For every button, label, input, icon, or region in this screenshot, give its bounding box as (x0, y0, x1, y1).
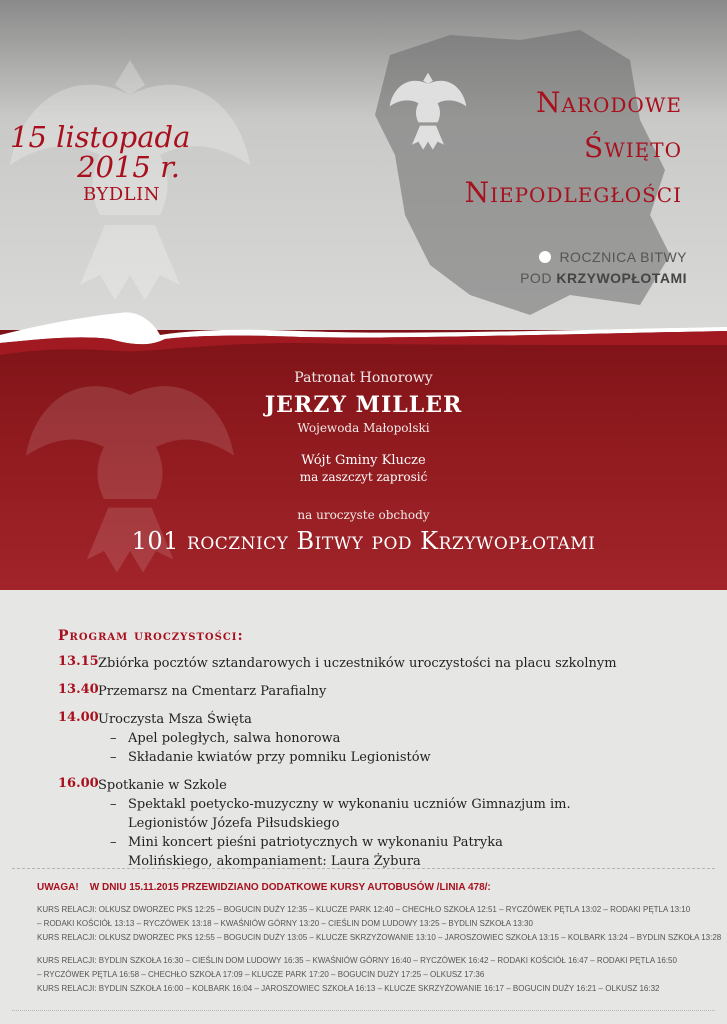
program-subitem: – Apel poległych, salwa honorowa (110, 731, 341, 746)
date-year: 2015 r. (77, 150, 180, 184)
program-time: 13.15 (58, 654, 99, 669)
header-section (0, 0, 727, 340)
bullet-dot-icon (539, 251, 551, 263)
flag-ribbon-icon (0, 295, 727, 375)
program-item (58, 710, 698, 767)
program-time: 14.00 (58, 710, 99, 725)
program-subitem: – Mini koncert pieśni patriotycznych w wykonaniu Patryka Molińskiego, akompaniament: Laura Żybura (110, 835, 503, 869)
anniversary-subtitle (520, 247, 687, 289)
program-subitem: – Spektakl poetycko-muzyczny w wykonaniu uczniów Gimnazjum im. Legionistów Józefa Piłsudskiego (110, 797, 571, 831)
program-time: 16.00 (58, 776, 99, 791)
program-item (58, 682, 698, 701)
patron-role: Wojewoda Małopolski (297, 421, 430, 435)
invitation-text (0, 370, 727, 555)
obchody-text: na uroczyste obchody (297, 508, 430, 522)
page-title (465, 80, 682, 215)
bus-line: KURS RELACJI: BYDLIN SZKOŁA 16:30 – CIEŚLIN DOM LUDOWY 16:35 – KWAŚNIÓW GÓRNY 16:40 – RYCZÓWEK 16:42 – RODAKI KOŚCIÓŁ 16:47 – RODAKI PĘTLA 16:50 (37, 956, 677, 965)
bus-line: KURS RELACJI: OLKUSZ DWORZEC PKS 12:25 – BOGUCIN DUŻY 12:35 – KLUCZE PARK 12:40 – CHECHŁO SZKOŁA 12:51 – RYCZÓWEK PĘTLA 13:02 – RODAKI PĘTLA 13:10 (37, 905, 691, 914)
patron-name: JERZY MILLER (264, 392, 463, 418)
program-text: Uroczysta Msza Święta (98, 712, 252, 727)
title-line-3: Niepodległości (464, 176, 682, 209)
bus-line: KURS RELACJI: OLKUSZ DWORZEC PKS 12:55 – BOGUCIN DUŻY 13:05 – KLUCZE SKRZYŻOWANIE 13:10 – JAROSZOWIEC SZKOŁA 13:15 – KOLBARK 13:24 – BYDLIN SZKOŁA 13:28 (37, 933, 722, 942)
program-text: Zbiórka pocztów sztandarowych i uczestników uroczystości na placu szkolnym (98, 656, 617, 671)
program-section (58, 628, 698, 880)
bus-line: – RYCZÓWEK PĘTLA 16:58 – CHECHŁO SZKOŁA 17:09 – KLUCZE PARK 17:20 – BOGUCIN DUŻY 17:25 – OLKUSZ 17:36 (37, 970, 485, 979)
bus-line: KURS RELACJI: BYDLIN SZKOŁA 16:00 – KOLBARK 16:04 – JAROSZOWIEC SZKOŁA 16:13 – KLUCZE SKRZYŻOWANIE 16:17 – BOGUCIN DUŻY 16:21 – OLKUSZ 16:32 (37, 984, 660, 993)
program-title: Program uroczystości: (58, 628, 244, 644)
host-name: Wójt Gminy Klucze (301, 453, 426, 468)
program-item (58, 776, 698, 871)
title-line-1: Narodowe (536, 86, 682, 119)
program-time: 13.40 (58, 682, 99, 697)
program-text: Przemarsz na Cmentarz Parafialny (98, 684, 327, 699)
anniversary-line-1: ROCZNICA BITWY (559, 249, 687, 265)
event-title: 101 rocznicy Bitwy pod Krzywopłotami (131, 527, 596, 555)
program-subitem: – Składanie kwiatów przy pomniku Legionistów (110, 750, 431, 765)
event-date (10, 120, 191, 184)
program-item (58, 654, 698, 673)
patron-label: Patronat Honorowy (294, 370, 433, 386)
program-text: Spotkanie w Szkole (98, 778, 227, 793)
bus-notice: UWAGA! W DNIU 15.11.2015 PRZEWIDZIANO DODATKOWE KURSY AUTOBUSÓW /LINIA 478/: (37, 882, 491, 893)
anniversary-line-2-prefix: POD (520, 270, 557, 286)
anniversary-line-2-bold: KRZYWOPŁOTAMI (556, 270, 687, 286)
divider (12, 1010, 715, 1011)
divider (12, 868, 715, 869)
title-line-2: Święto (584, 131, 682, 164)
bus-line: – RODAKI KOŚCIÓŁ 13:13 – RYCZÓWEK 13:18 – KWAŚNIÓW GÓRNY 13:20 – CIEŚLIN DOM LUDOWY 13:25 – BYDLIN SZKOŁA 13:30 (37, 919, 533, 928)
invite-text: ma zaszczyt zaprosić (299, 470, 428, 484)
event-city: BYDLIN (82, 184, 160, 205)
date-day: 15 listopada (10, 120, 191, 154)
bus-schedule (37, 882, 722, 996)
